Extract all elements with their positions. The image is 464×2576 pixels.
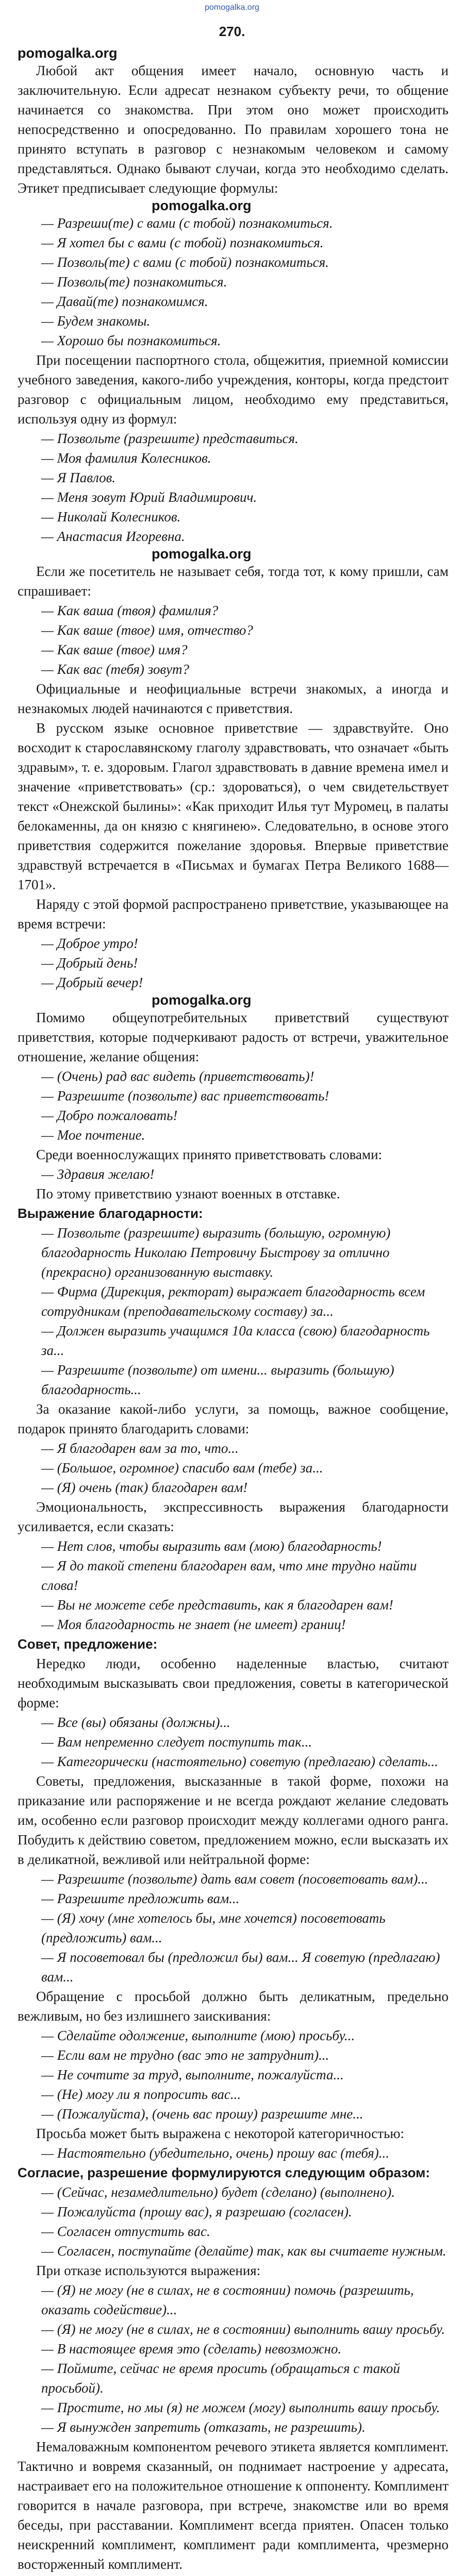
dialogue-line: — Позволь(те) познакомиться. [41, 274, 227, 290]
paragraph: Наряду с этой формой распространено приветствие, указывающее на время встречи: [18, 896, 449, 931]
dialogue-line: — Я благодарен вам за то, что... [41, 1440, 239, 1456]
dialogue-line: — (Сейчас, незамедлительно) будет (сделано) (выполнено). [41, 2184, 395, 2200]
site-watermark-top: pomogalka.org [205, 3, 259, 12]
dialogue-line: — Поймите, сейчас не время просить (обращаться с такой просьбой). [41, 2361, 400, 2396]
watermark-text: pomogalka.org [152, 992, 252, 1008]
dialogue-line: — Разрешите предложить вам... [41, 1891, 240, 1906]
dialogue-line: — Позвольте (разрешите) выразить (большую, огромную) благодарность Николаю Петровичу Быстрову за отлично (прекрасно) организованную выставку. [41, 1225, 391, 1280]
paragraph: Любой акт общения имеет начало, основную часть и заключительную. Если адресат незнаком субъекту речи, то общение начинается со знакомства. При этом оно может происходить непосредственно и опосредованно. По правилам хорошего тона не принято вступать в разговор с незнакомым человеком и самому представляться. Однако бывают случаи, когда это необходимо сделать. Этикет предписывает следующие формулы: [18, 63, 449, 196]
dialogue-line: — Анастасия Игоревна. [41, 529, 185, 544]
dialogue-line: — Я вынужден запретить (отказать, не разрешить). [41, 2419, 366, 2435]
dialogue-line: — Если вам не трудно (вас это не затруднит)... [41, 2047, 329, 2063]
paragraph: Помимо общеупотребительных приветствий существуют приветствия, которые подчеркивают радость от встречи, уважительное отношение, желание общения: [18, 1010, 449, 1064]
dialogue-line: — Как ваше (твое) имя? [41, 642, 188, 657]
dialogue-line: — Позволь(те) с вами (с тобой) познакомиться. [41, 255, 329, 270]
dialogue-line: — Согласен, поступайте (делайте) так, как вы считаете нужным. [41, 2243, 446, 2259]
paragraph: При посещении паспортного стола, общежития, приемной комиссии учебного заведения, какого-либо учреждения, конторы, когда предстоит разговор с официальным лицом, необходимо ему представиться, используя одну из формул: [18, 352, 449, 427]
dialogue-line: — Позвольте (разрешите) представиться. [41, 431, 299, 446]
paragraph [18, 2574, 449, 2576]
document-body [18, 45, 449, 2576]
section-heading: Совет, предложение: [18, 1636, 158, 1652]
paragraph: Официальные и неофициальные встречи знакомых, а иногда и незнакомых людей начинаются с приветствия. [18, 681, 449, 716]
page-number: 270. [219, 24, 245, 39]
paragraph: По этому приветствию узнают военных в отставке. [36, 1186, 340, 1201]
dialogue-line: — Настоятельно (убедительно, очень) прошу вас (тебя)... [41, 2145, 390, 2161]
dialogue-line: — Я Павлов. [41, 470, 116, 485]
dialogue-line: — Как ваше (твое) имя, отчество? [41, 622, 253, 638]
dialogue-line: — Не сочтите за труд, выполните, пожалуйста... [41, 2067, 344, 2082]
dialogue-line: — Я хотел бы с вами (с тобой) познакомиться. [41, 235, 324, 250]
dialogue-line: — В настоящее время это (сделать) невозможно. [41, 2341, 342, 2357]
dialogue-line: — Категорически (настоятельно) советую (предлагаю) сделать... [41, 1754, 438, 1769]
paragraph: Если же посетитель не называет себя, тогда тот, к кому пришли, сам спрашивает: [18, 564, 449, 599]
dialogue-line: — Мое почтение. [41, 1127, 145, 1143]
paragraph: Нередко люди, особенно наделенные властью, считают необходимым высказывать свои предложения, советы в категорической форме: [18, 1656, 449, 1710]
dialogue-line: — Здравия желаю! [41, 1166, 155, 1182]
dialogue-line: — Разрешите (позвольте) дать вам совет (посоветовать вам)... [41, 1871, 428, 1887]
dialogue-line: — Добро пожаловать! [41, 1108, 178, 1123]
dialogue-line: — Сделайте одолжение, выполните (мою) просьбу... [41, 2028, 355, 2043]
dialogue-line: — Доброе утро! [41, 936, 138, 951]
dialogue-line: — Разрешите (позвольте) от имени... выразить (большую) благодарность... [41, 1362, 394, 1397]
paragraph: Советы, предложения, высказанные в такой форме, похожи на приказание или распоряжение и не всегда рождают желание следовать им, особенно если разговор происходит между коллегами одного ранга. Побудить к действию советом, предложением можно, если высказать их в деликатной, вежливой или нейтральной форме: [18, 1773, 449, 1867]
dialogue-line: — Фирма (Дирекция, ректорат) выражает благодарность всем сотрудникам (преподавательскому составу) за... [41, 1284, 425, 1319]
dialogue-line: — Моя благодарность не знает (не имеет) границ! [41, 1617, 346, 1632]
dialogue-line: — Разреши(те) с вами (с тобой) познакомиться. [41, 215, 333, 231]
dialogue-line: — Как ваша (твоя) фамилия? [41, 603, 219, 618]
dialogue-line: — (Пожалуйста), (очень вас прошу) разрешите мне... [41, 2106, 363, 2122]
watermark-text: pomogalka.org [152, 546, 252, 562]
paragraph: Эмоциональность, экспрессивность выражения благодарности усиливается, если сказать: [18, 1499, 449, 1534]
dialogue-line: — Разрешите (позвольте) вас приветствовать! [41, 1088, 329, 1104]
dialogue-line: — Вы не можете себе представить, как я благодарен вам! [41, 1597, 393, 1613]
paragraph: В русском языке основное приветствие — здравствуйте. Оно восходит к старославянскому глаголу здравствовать, что означает «быть здравым», т. е. здоровым. Глагол здравствовать в давние времена имел и значение «приветствовать» (ср.: здороваться), о чем свидетельствует текст «Онежской былины»: «Как приходит Илья тут Муромец, в палаты белокаменны, да он князю с княгинею». Следовательно, в основе этого приветствия содержится пожелание здоровья. Впервые приветствие здравствуй встречается в «Письмах и бумагах Петра Великого 1688—1701». [18, 720, 449, 892]
dialogue-line: — Будем знакомы. [41, 313, 151, 329]
dialogue-line: — Простите, но мы (я) не можем (могу) выполнить вашу просьбу. [41, 2400, 440, 2415]
dialogue-line: — Согласен отпустить вас. [41, 2224, 210, 2239]
paragraph: Просьба может быть выражена с некоторой категоричностью: [36, 2126, 405, 2141]
paragraph: Среди военнослужащих принято приветствовать словами: [36, 1147, 383, 1162]
dialogue-line: — Меня зовут Юрий Владимирович. [41, 489, 257, 505]
dialogue-line: — Все (вы) обязаны (должны)... [41, 1715, 230, 1730]
dialogue-line: — (Большое, огромное) спасибо вам (тебе) за... [41, 1460, 323, 1476]
watermark-text: pomogalka.org [18, 45, 118, 61]
dialogue-line: — Я до такой степени благодарен вам, что мне трудно найти слова! [41, 1558, 417, 1593]
dialogue-line: — Давай(те) познакомимся. [41, 294, 208, 309]
dialogue-line: — (Я) не могу (не в силах, не в состоянии) помочь (разрешить, оказать содействие)... [41, 2282, 414, 2317]
dialogue-line: — Вам непременно следует поступить так... [41, 1734, 312, 1750]
dialogue-line: — (Я) хочу (мне хотелось бы, мне хочется) посоветовать (предложить) вам... [41, 1910, 386, 1945]
dialogue-line: — Должен выразить учащимся 10а класса (свою) благодарность за... [41, 1323, 430, 1358]
paragraph: При отказе используются выражения: [36, 2263, 261, 2278]
dialogue-line: — (Не) могу ли я попросить вас... [41, 2087, 241, 2102]
dialogue-line: — Хорошо бы познакомиться. [41, 333, 221, 348]
dialogue-line: — Я посоветовал бы (предложил бы) вам... Я советую (предлагаю) вам... [41, 1950, 440, 1985]
paragraph: Обращение с просьбой должно быть деликатным, предельно вежливым, но без излишнего заискивания: [18, 1989, 449, 2024]
dialogue-line: — Пожалуйста (прошу вас), я разрешаю (согласен). [41, 2204, 352, 2219]
section-heading: Выражение благодарности: [18, 1206, 203, 1221]
dialogue-line: — Нет слов, чтобы выразить вам (мою) благодарность! [41, 1538, 382, 1554]
dialogue-line: — (Я) очень (так) благодарен вам! [41, 1480, 248, 1495]
dialogue-line: — Добрый день! [41, 955, 138, 971]
watermark-text: pomogalka.org [152, 198, 252, 213]
dialogue-line: — Николай Колесников. [41, 509, 181, 524]
section-heading: Согласие, разрешение формулируются следующим образом: [18, 2165, 430, 2180]
dialogue-line: — Добрый вечер! [41, 975, 143, 990]
paragraph: Немаловажным компонентом речевого этикета является комплимент. Тактично и вовремя сказанный, он поднимает настроение у адресата, настраивает его на положительное отношение к оппоненту. Комплимент говорится в начале разговора, при встрече, знакомстве или во время беседы, при расставании. Комплимент всегда приятен. Опасен только неискренний комплимент, комплимент ради комплимента, чрезмерно восторженный комплимент. [18, 2439, 449, 2572]
dialogue-line: — Как вас (тебя) зовут? [41, 662, 190, 677]
dialogue-line: — (Очень) рад вас видеть (приветствовать)! [41, 1069, 314, 1084]
dialogue-line: — (Я) не могу (не в силах, не в состоянии) выполнить вашу просьбу. [41, 2321, 445, 2337]
dialogue-line: — Моя фамилия Колесников. [41, 450, 211, 466]
paragraph: За оказание какой-либо услуги, за помощь, важное сообщение, подарок принято благодарить словами: [18, 1401, 449, 1436]
